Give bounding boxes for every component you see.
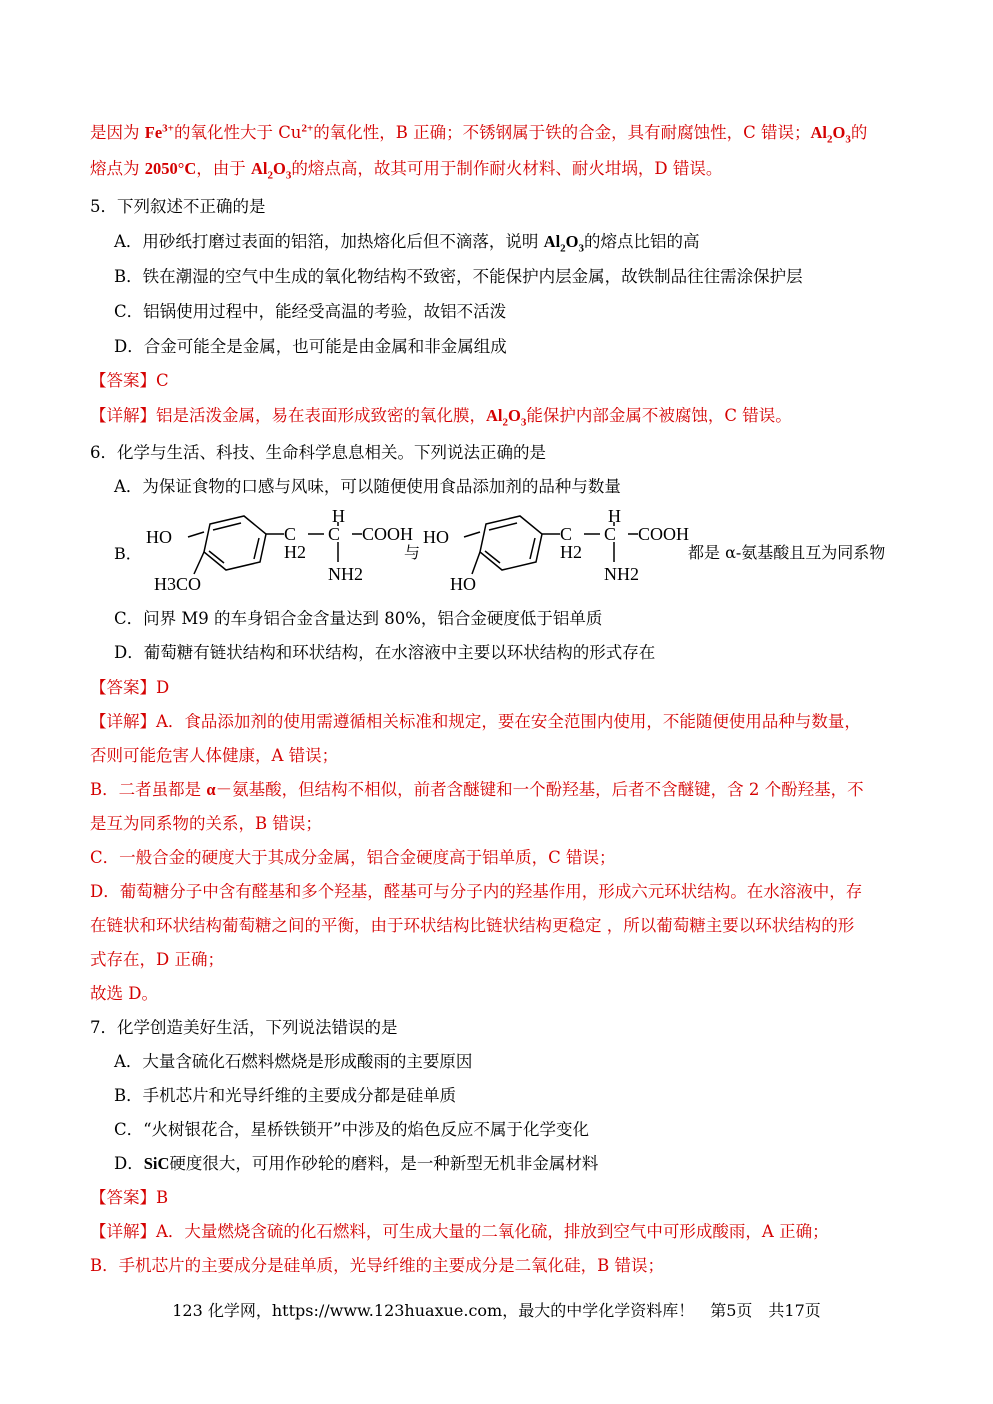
- explanation-line: 是因为 $Fe^{3+}$的氧化性大于 $Cu^{2+}$的氧化性，B 正确；不锈钢属于铁的合金，具有耐腐蚀性，C 错误；$Al_2O_3$的: [90, 122, 868, 146]
- mol1-ch2-c: C: [284, 524, 297, 544]
- q6-conclusion: 故选 D。: [90, 984, 158, 1003]
- q6-option-b-tail: 都是 α-氨基酸且互为同系物: [688, 543, 886, 562]
- page-footer: 123 化学网，https://www.123huaxue.com，最大的中学化学资料库！ 第5页 共17页: [172, 1301, 821, 1320]
- q7-answer: 【答案】B: [90, 1188, 169, 1207]
- q7-explanation-line: B．手机芯片的主要成分是硅单质，光导纤维的主要成分是二氧化硅，B 错误；: [90, 1256, 664, 1275]
- q5-option-a: A．用砂纸打磨过表面的铝箔，加热熔化后但不滴落，说明 $Al_2O_3$的熔点比铝的高: [114, 232, 700, 255]
- q6-explanation-line: 式存在，D 正确；: [90, 950, 224, 969]
- q7-option-a: A．大量含硫化石燃料燃烧是形成酸雨的主要原因: [114, 1052, 473, 1071]
- question-6-stem: 6．化学与生活、科技、生命科学息息相关。下列说法正确的是: [90, 443, 546, 462]
- mol1-ho: HO: [146, 527, 172, 547]
- question-5-stem: 5．下列叙述不正确的是: [90, 197, 266, 216]
- q6-explanation-line: 是互为同系物的关系，B 错误；: [90, 814, 322, 833]
- q6-option-c: C．问界 M9 的车身铝合金含量达到 80%，铝合金硬度低于铝单质: [114, 609, 603, 628]
- mol1-nh2: NH2: [328, 564, 363, 584]
- q6-explanation-line: B．二者虽都是 α－氨基酸，但结构不相似，前者含醚键和一个酚羟基，后者不含醚键，含 2 个酚羟基，不: [90, 780, 864, 799]
- q5-option-d: D．合金可能全是金属，也可能是由金属和非金属组成: [114, 337, 507, 356]
- q6-explanation-line: C．一般合金的硬度大于其成分金属，铝合金硬度高于铝单质，C 错误；: [90, 848, 616, 867]
- mol1-c: C: [328, 524, 341, 544]
- q5-explanation: 【详解】铝是活泼金属，易在表面形成致密的氧化膜，$Al_2O_3$能保护内部金属不被腐蚀，C 错误。: [90, 406, 792, 429]
- q6-option-a: A．为保证食物的口感与风味，可以随便使用食品添加剂的品种与数量: [114, 477, 621, 496]
- q6-option-b-structures: [114, 506, 914, 602]
- mol2-ch2-c: C: [560, 524, 573, 544]
- q5-answer: 【答案】C: [90, 371, 169, 390]
- mol2-ch2-h2: H2: [560, 542, 582, 562]
- mol2-ho-top: HO: [423, 527, 449, 547]
- q6-answer: 【答案】D: [90, 678, 170, 697]
- q6-option-d: D．葡萄糖有链状结构和环状结构，在水溶液中主要以环状结构的形式存在: [114, 643, 656, 662]
- q5-option-b: B．铁在潮湿的空气中生成的氧化物结构不致密，不能保护内层金属，故铁制品往往需涂保护层: [114, 267, 803, 286]
- explanation-line: 熔点为 2050°C，由于 $Al_2O_3$的熔点高，故其可用于制作耐火材料、耐火坩埚，D 错误。: [90, 159, 723, 182]
- q7-option-c: C．“火树银花合，星桥铁锁开”中涉及的焰色反应不属于化学变化: [114, 1120, 589, 1139]
- mol1-cooh: COOH: [362, 524, 414, 544]
- q7-option-d: D．SiC硬度很大，可用作砂轮的磨料，是一种新型无机非金属材料: [114, 1154, 599, 1173]
- q6-explanation-line: 在链状和环状结构葡萄糖之间的平衡，由于环状结构比链状结构更稳定 ，所以葡萄糖主要以环状结构的形: [90, 916, 855, 935]
- mol2-nh2: NH2: [604, 564, 639, 584]
- mol1-h: H: [332, 506, 345, 526]
- q6-explanation-line: D．葡萄糖分子中含有醛基和多个羟基，醛基可与分子内的羟基作用，形成六元环状结构。在水溶液中，存: [90, 882, 863, 901]
- q6-option-b-label: B．: [114, 544, 142, 563]
- q5-option-c: C．铝锅使用过程中，能经受高温的考验，故铝不活泼: [114, 302, 507, 321]
- question-7-stem: 7．化学创造美好生活，下列说法错误的是: [90, 1018, 398, 1037]
- mol2-cooh: COOH: [638, 524, 690, 544]
- mol2-ho-bottom: HO: [450, 574, 476, 594]
- q6-explanation-line: 【详解】A．食品添加剂的使用需遵循相关标准和规定，要在安全范围内使用，不能随便使用品种与数量，: [90, 712, 861, 731]
- q6-explanation-line: 否则可能危害人体健康，A 错误；: [90, 746, 339, 765]
- q7-option-b: B．手机芯片和光导纤维的主要成分都是硅单质: [114, 1086, 457, 1105]
- yu-text: 与: [404, 543, 421, 562]
- mol2-h: H: [608, 506, 621, 526]
- q7-explanation-line: 【详解】A．大量燃烧含硫的化石燃料，可生成大量的二氧化硫，排放到空气中可形成酸雨，A 正确；: [90, 1222, 829, 1241]
- mol1-ch2-h2: H2: [284, 542, 306, 562]
- mol2-c: C: [604, 524, 617, 544]
- mol1-h3co: H3CO: [154, 574, 202, 594]
